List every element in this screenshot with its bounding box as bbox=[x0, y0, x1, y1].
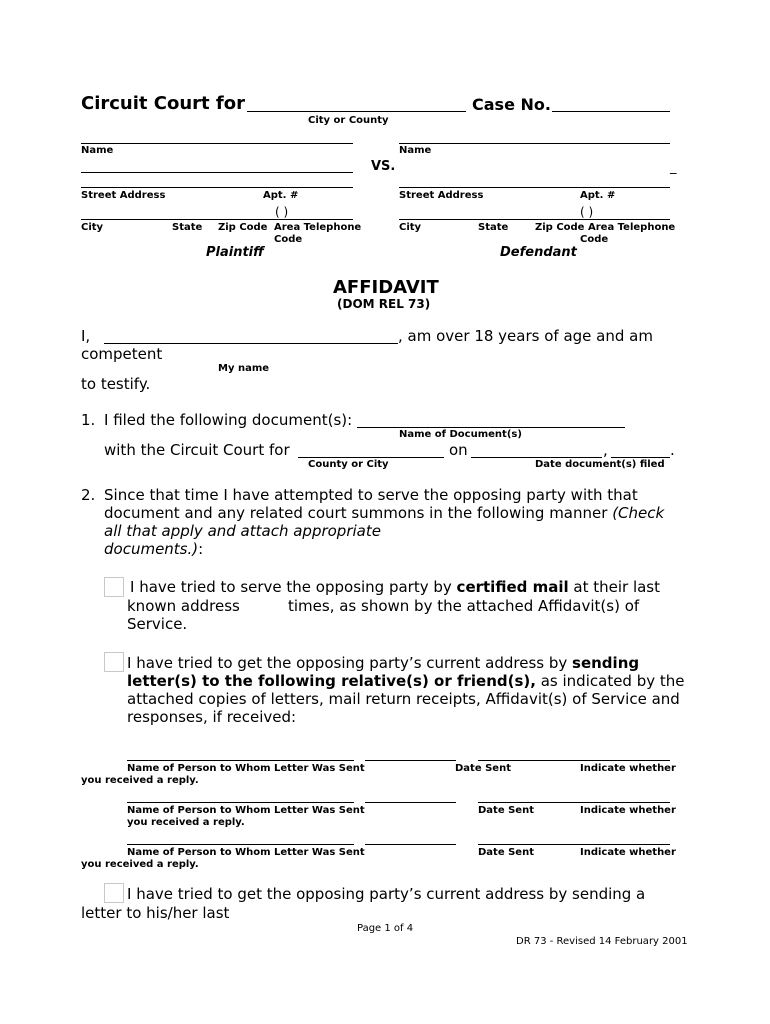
plaintiff-state-label: State bbox=[172, 222, 203, 233]
defendant-phone-label: Area Telephone bbox=[588, 222, 676, 233]
plaintiff-phone-code-label: Code bbox=[274, 234, 303, 245]
city-or-county-caption: City or County bbox=[308, 115, 389, 126]
letter-date-field-1[interactable] bbox=[365, 760, 456, 761]
plaintiff-name-label: Name bbox=[81, 145, 114, 156]
item1-with-court: with the Circuit Court for bbox=[104, 441, 290, 459]
court-label: Circuit Court for bbox=[81, 93, 245, 114]
intro-competent: competent bbox=[81, 345, 163, 363]
item2-line4-colon: : bbox=[198, 540, 204, 558]
option-mail-text-after: at their last bbox=[568, 578, 660, 596]
case-no-field[interactable] bbox=[552, 111, 670, 112]
defendant-phone-code-label: Code bbox=[580, 234, 609, 245]
item2-line2 bbox=[104, 504, 664, 522]
letter-reply-caption-1: you received a reply. bbox=[81, 775, 199, 786]
option-mail-times: times, as shown by the attached Affidavit(s) of bbox=[288, 597, 640, 615]
plaintiff-apt-label: Apt. # bbox=[263, 190, 299, 201]
defendant-phone-parens: ( ) bbox=[580, 205, 594, 219]
letter-person-field-1[interactable] bbox=[127, 760, 354, 761]
defendant-name-label: Name bbox=[399, 145, 432, 156]
option-mail-known-address: known address bbox=[127, 597, 240, 615]
letter-reply-field-2[interactable] bbox=[478, 802, 670, 803]
option-last-line1: I have tried to get the opposing party’s current address by sending a bbox=[127, 885, 646, 903]
case-no-label: Case No. bbox=[472, 95, 551, 114]
letter-date-caption-3: Date Sent bbox=[478, 847, 534, 858]
date-filed-caption: Date document(s) filed bbox=[535, 459, 665, 470]
letter-indicate-caption-1: Indicate whether bbox=[580, 763, 676, 774]
documents-name-field[interactable] bbox=[357, 427, 625, 428]
defendant-city-label: City bbox=[399, 222, 422, 233]
letter-person-caption-2: Name of Person to Whom Letter Was Sent bbox=[127, 805, 365, 816]
letter-date-caption-2: Date Sent bbox=[478, 805, 534, 816]
letter-reply-field-3[interactable] bbox=[478, 844, 670, 845]
letter-date-field-2[interactable] bbox=[365, 802, 456, 803]
defendant-trailing-mark: _ bbox=[670, 160, 677, 175]
defendant-street-field[interactable] bbox=[399, 187, 670, 188]
document-subtitle: (DOM REL 73) bbox=[337, 297, 431, 311]
county-or-city-field[interactable] bbox=[298, 457, 444, 458]
option-rel-line3: attached copies of letters, mail return receipts, Affidavit(s) of Service and bbox=[127, 690, 680, 708]
plaintiff-city-label: City bbox=[81, 222, 104, 233]
item2-line4-italic: documents.) bbox=[104, 540, 199, 558]
intro-prefix: I, bbox=[81, 327, 91, 345]
defendant-zip-label: Zip Code bbox=[535, 222, 585, 233]
intro-testify: to testify. bbox=[81, 375, 151, 393]
option-rel-line2-bold: letter(s) to the following relative(s) or friend(s), bbox=[127, 672, 536, 690]
plaintiff-city-field[interactable] bbox=[81, 219, 353, 220]
option-last-line2: letter to his/her last bbox=[81, 904, 230, 922]
letter-date-field-3[interactable] bbox=[365, 844, 456, 845]
item1-on: on bbox=[449, 441, 468, 459]
item2-line4 bbox=[104, 540, 203, 558]
defendant-role-label: Defendant bbox=[500, 245, 577, 260]
option-mail-service: Service. bbox=[127, 615, 188, 633]
certified-mail-checkbox[interactable] bbox=[104, 577, 124, 597]
letter-date-caption-1: Date Sent bbox=[455, 763, 511, 774]
name-of-documents-caption: Name of Document(s) bbox=[399, 429, 522, 440]
defendant-street-label: Street Address bbox=[399, 190, 484, 201]
plaintiff-zip-label: Zip Code bbox=[218, 222, 268, 233]
option-rel-line2-after: as indicated by the bbox=[535, 672, 685, 690]
option-rel-line2 bbox=[127, 672, 685, 690]
letter-person-field-2[interactable] bbox=[127, 802, 354, 803]
item1-number: 1. bbox=[81, 411, 96, 429]
defendant-state-label: State bbox=[478, 222, 509, 233]
option-mail-line1 bbox=[130, 578, 660, 596]
document-title: AFFIDAVIT bbox=[333, 277, 439, 298]
versus-label: VS. bbox=[371, 159, 396, 174]
form-revision: DR 73 - Revised 14 February 2001 bbox=[516, 936, 688, 947]
relatives-letters-checkbox[interactable] bbox=[104, 652, 124, 672]
letter-indicate-caption-2: Indicate whether bbox=[580, 805, 676, 816]
county-or-city-caption: County or City bbox=[308, 459, 389, 470]
item1-text: I filed the following document(s): bbox=[104, 411, 353, 429]
item1-period: . bbox=[670, 441, 675, 459]
option-rel-line1 bbox=[127, 654, 639, 672]
letter-person-field-3[interactable] bbox=[127, 844, 354, 845]
my-name-caption: My name bbox=[218, 363, 270, 374]
year-filed-field[interactable] bbox=[611, 457, 670, 458]
item2-line2-italic: (Check bbox=[612, 504, 665, 522]
option-rel-text-before: I have tried to get the opposing party’s current address by bbox=[127, 654, 573, 672]
option-mail-text-bold: certified mail bbox=[456, 578, 569, 596]
intro-suffix: , am over 18 years of age and am bbox=[398, 327, 653, 345]
letter-person-caption-1: Name of Person to Whom Letter Was Sent bbox=[127, 763, 365, 774]
defendant-name-field[interactable] bbox=[399, 143, 670, 144]
letter-reply-field-1[interactable] bbox=[478, 760, 670, 761]
item2-line2-plain: document and any related court summons in the following manner bbox=[104, 504, 613, 522]
letter-reply-caption-2: you received a reply. bbox=[127, 817, 245, 828]
option-mail-text-before: I have tried to serve the opposing party by bbox=[130, 578, 457, 596]
letter-reply-caption-3: you received a reply. bbox=[81, 859, 199, 870]
letter-person-caption-3: Name of Person to Whom Letter Was Sent bbox=[127, 847, 365, 858]
plaintiff-street-label: Street Address bbox=[81, 190, 166, 201]
plaintiff-role-label: Plaintiff bbox=[206, 245, 264, 260]
defendant-apt-label: Apt. # bbox=[580, 190, 616, 201]
date-filed-field[interactable] bbox=[471, 457, 602, 458]
defendant-city-field[interactable] bbox=[399, 219, 670, 220]
item1-comma: , bbox=[603, 441, 608, 459]
option-rel-text-bold: sending bbox=[572, 654, 640, 672]
item2-line1: Since that time I have attempted to serve the opposing party with that bbox=[104, 486, 638, 504]
my-name-field[interactable] bbox=[104, 343, 398, 344]
letter-indicate-caption-3: Indicate whether bbox=[580, 847, 676, 858]
page-number: Page 1 of 4 bbox=[357, 923, 414, 934]
item2-line3-italic: all that apply and attach appropriate bbox=[104, 522, 381, 540]
plaintiff-phone-label: Area Telephone bbox=[274, 222, 362, 233]
plaintiff-phone-parens: ( ) bbox=[275, 205, 289, 219]
option-rel-line4: responses, if received: bbox=[127, 708, 297, 726]
item2-line3 bbox=[104, 522, 381, 540]
court-name-field[interactable] bbox=[247, 111, 466, 112]
plaintiff-street-field[interactable] bbox=[81, 172, 353, 173]
item2-number: 2. bbox=[81, 486, 96, 504]
plaintiff-name-field[interactable] bbox=[81, 143, 353, 144]
last-address-letter-checkbox[interactable] bbox=[104, 883, 124, 903]
plaintiff-street-field-2[interactable] bbox=[81, 187, 353, 188]
